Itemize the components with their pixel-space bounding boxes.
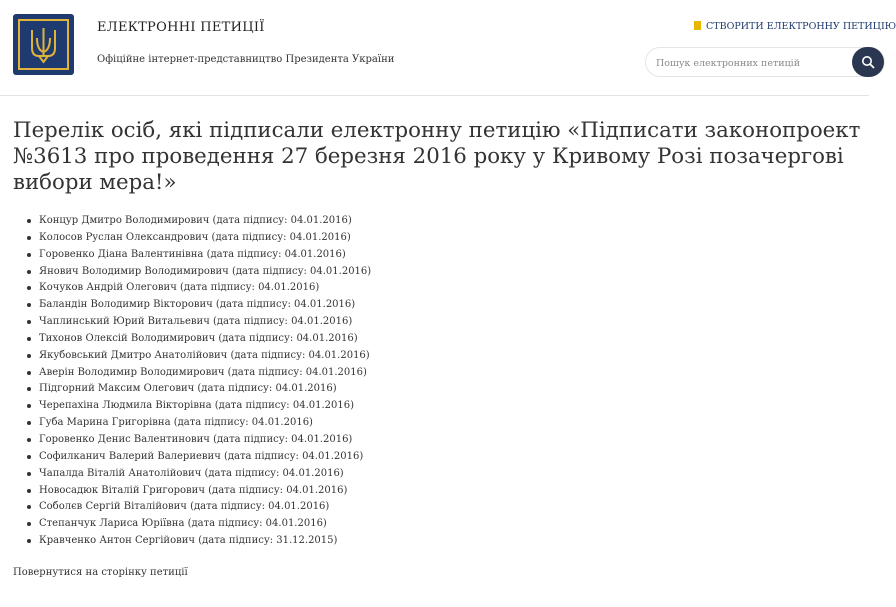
create-petition-label: СТВОРИТИ ЕЛЕКТРОННУ ПЕТИЦІЮ: [706, 21, 896, 32]
signer-item: Баландін Володимир Вікторович (дата підпису: 04.01.2016): [26, 297, 371, 314]
signer-item: Чаплинський Юрий Витальевич (дата підпису: 04.01.2016): [26, 314, 371, 331]
signer-item: Горовенко Денис Валентинович (дата підпису: 04.01.2016): [26, 432, 371, 449]
coat-of-arms-logo[interactable]: [13, 14, 74, 75]
signer-item: Аверін Володимир Володимирович (дата підпису: 04.01.2016): [26, 365, 371, 382]
signers-list: [26, 213, 371, 550]
page-title: Перелік осіб, які підписали електронну петицію «Підписати законопроект №3613 про проведення 27 березня 2016 року у Кривому Розі позачергові вибори мера!»: [13, 118, 861, 195]
create-petition-link[interactable]: [694, 21, 896, 32]
signer-item: Янович Володимир Володимирович (дата підпису: 04.01.2016): [26, 264, 371, 281]
back-to-petition-link[interactable]: Повернутися на сторінку петиції: [13, 567, 188, 578]
trident-icon: [29, 26, 58, 64]
document-icon: [694, 21, 701, 30]
signer-item: Кочуков Андрій Олегович (дата підпису: 04.01.2016): [26, 280, 371, 297]
signer-item: Якубовський Дмитро Анатолійович (дата підпису: 04.01.2016): [26, 348, 371, 365]
signer-item: Підгорний Максим Олегович (дата підпису: 04.01.2016): [26, 381, 371, 398]
search-icon: [861, 55, 875, 69]
signer-item: Губа Марина Григорівна (дата підпису: 04.01.2016): [26, 415, 371, 432]
signer-item: Концур Дмитро Володимирович (дата підпису: 04.01.2016): [26, 213, 371, 230]
signer-item: Колосов Руслан Олександрович (дата підпису: 04.01.2016): [26, 230, 371, 247]
signer-item: Соболєв Сергій Віталійович (дата підпису: 04.01.2016): [26, 499, 371, 516]
signer-item: Софилканич Валерий Валериевич (дата підпису: 04.01.2016): [26, 449, 371, 466]
site-title[interactable]: ЕЛЕКТРОННІ ПЕТИЦІЇ: [97, 20, 265, 35]
site-subtitle: Офіційне інтернет-представництво Президента України: [97, 54, 395, 65]
signer-item: Кравченко Антон Сергійович (дата підпису: 31.12.2015): [26, 533, 371, 550]
signer-item: Чапалда Віталій Анатолійович (дата підпису: 04.01.2016): [26, 466, 371, 483]
signer-item: Степанчук Лариса Юріївна (дата підпису: 04.01.2016): [26, 516, 371, 533]
signer-item: Тихонов Олексій Володимирович (дата підпису: 04.01.2016): [26, 331, 371, 348]
signer-item: Новосадюк Віталій Григорович (дата підпису: 04.01.2016): [26, 483, 371, 500]
search-box: [645, 47, 885, 77]
search-button[interactable]: [852, 47, 884, 77]
signer-item: Черепахіна Людмила Вікторівна (дата підпису: 04.01.2016): [26, 398, 371, 415]
signer-item: Горовенко Діана Валентинівна (дата підпису: 04.01.2016): [26, 247, 371, 264]
site-header: [0, 0, 896, 96]
search-input[interactable]: [654, 54, 848, 72]
